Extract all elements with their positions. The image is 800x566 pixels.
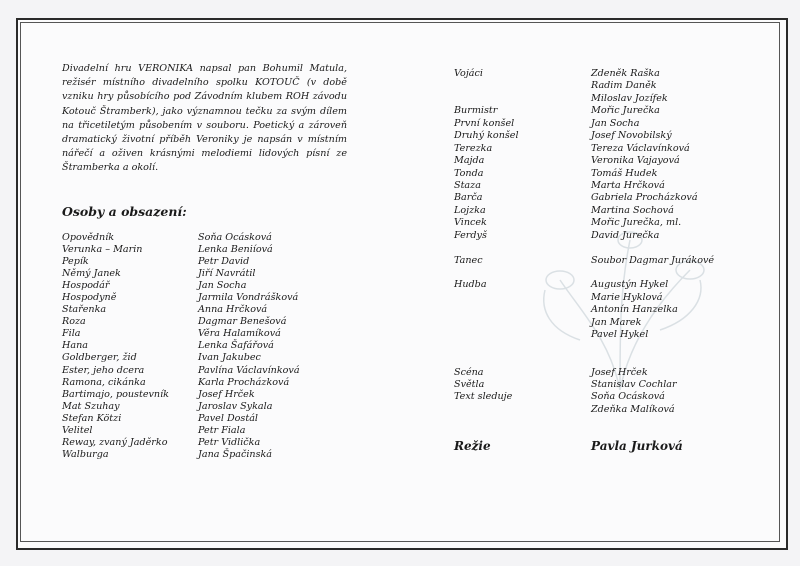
actor: Tomáš Hudek (591, 167, 658, 179)
cast-row (62, 244, 348, 256)
role: Druhý konšel (454, 130, 519, 142)
cast-row (454, 155, 714, 167)
cast-row (454, 217, 714, 229)
role: Velitel (62, 424, 93, 436)
cast-row (454, 93, 714, 105)
director-label: Režie (454, 439, 491, 453)
actor: Pavlína Václavínková (198, 364, 300, 376)
role: Lojzka (454, 204, 486, 216)
actor: Lenka Šafářová (198, 340, 274, 352)
cast-row (454, 279, 714, 291)
role: Burmistr (454, 105, 498, 117)
actor: Marie Hyklová (591, 291, 663, 303)
actor: Jan Marek (591, 316, 642, 328)
cast-row (454, 391, 714, 403)
actor: Stanislav Cochlar (591, 378, 677, 390)
role: Walburga (62, 448, 109, 460)
actor: Jana Špačinská (198, 448, 273, 460)
role: Hospodář (62, 280, 110, 292)
role: Pepík (62, 256, 89, 268)
role: Ramona, cikánka (62, 376, 146, 388)
cast-row (62, 413, 348, 425)
role: Roza (62, 316, 86, 328)
cast-row (62, 232, 348, 244)
role: Hana (62, 340, 88, 352)
actor: Josef Hrček (198, 388, 255, 400)
actor: Soňa Ocásková (591, 391, 665, 403)
actor: Petr David (198, 256, 250, 268)
role: Barča (454, 192, 483, 204)
cast-row (62, 389, 348, 401)
cast-row (454, 118, 714, 130)
cast-row (454, 379, 714, 391)
role (454, 404, 591, 416)
cast-row (454, 367, 714, 379)
role: Opovědník (62, 232, 115, 243)
cast-row (454, 168, 714, 180)
role: Tonda (454, 167, 484, 179)
role: Text sleduje (454, 391, 513, 403)
cast-row (62, 256, 348, 268)
role: Hospodyně (62, 292, 117, 304)
cast-heading: Osoby a obsazení: (62, 204, 187, 219)
cast-row (62, 449, 348, 461)
actor: Pavel Hykel (591, 329, 649, 341)
role: Mat Szuhay (62, 400, 120, 412)
cast-row (62, 365, 348, 377)
actor: Jan Socha (591, 117, 640, 129)
cast-row (62, 304, 348, 316)
role: Majda (454, 155, 485, 167)
role: Hudba (454, 279, 487, 291)
cast-row (454, 230, 714, 242)
actor: Jan Socha (198, 280, 247, 292)
actor: Soňa Ocásková (198, 232, 272, 243)
cast-list (62, 232, 348, 461)
cast-row (62, 268, 348, 280)
role: Stařenka (62, 304, 107, 316)
actor: Petr Fiala (198, 424, 246, 436)
cast-row (454, 329, 714, 341)
actor: Soubor Dagmar Jurákové (591, 254, 715, 266)
director-name: Pavla Jurková (591, 439, 683, 453)
actor: Anna Hrčková (198, 304, 268, 316)
role: Fila (62, 328, 81, 340)
actor: Lenka Beniíová (198, 244, 273, 256)
actor: Tereza Václavínková (591, 142, 690, 154)
role: Stefan Kötzi (62, 412, 122, 424)
actor: Augustýn Hykel (591, 279, 669, 291)
director-credit (454, 439, 683, 453)
actor: Veronika Vajayová (591, 155, 680, 167)
cast-row (62, 425, 348, 437)
actor: Jiří Navrátil (198, 268, 256, 280)
role: Vojáci (454, 68, 483, 79)
cast-row (62, 352, 348, 364)
role: Němý Janek (62, 268, 121, 280)
cast-row (454, 304, 714, 316)
actor: Jarmila Vondrášková (198, 292, 299, 304)
actor: Věra Halamíková (198, 328, 281, 340)
role: Reway, zvaný Jaděrko (62, 436, 168, 448)
role: Ester, jeho dcera (62, 364, 145, 376)
cast-row (62, 280, 348, 292)
cast-row (454, 205, 714, 217)
cast-list-right (454, 68, 714, 416)
cast-row (454, 317, 714, 329)
actor: Zdeněk Raška (591, 68, 660, 79)
actor: Josef Novobilský (591, 130, 672, 142)
actor: Antonín Hanzelka (591, 304, 678, 316)
role: Scéna (454, 366, 484, 378)
role: Staza (454, 179, 481, 191)
role: Verunka – Marin (62, 244, 143, 256)
actor: Martina Sochová (591, 204, 674, 216)
cast-row (62, 377, 348, 389)
actor: David Jurečka (591, 229, 660, 241)
cast-row (454, 180, 714, 192)
cast-row (454, 292, 714, 304)
actor: Radim Daněk (591, 80, 657, 92)
cast-row (454, 105, 714, 117)
actor: Gabriela Procházková (591, 192, 698, 204)
cast-row (62, 401, 348, 413)
role: Ferdyš (454, 229, 487, 241)
actor: Josef Hrček (591, 366, 648, 378)
intro-paragraph: Divadelní hru VERONIKA napsal pan Bohumil Matula, režisér místního divadelního spolku KOTOUČ (v době vzniku hry působícího pod Závodním klubem ROH závodu Kotouč Štramberk), jako významnou tečku za svým dílem na třicetiletým působením v souboru. Poetický a zároveň dramatický životní příběh Veroniky je napsán v místním nářečí a oživen krásnými melodiemi lidových písní ze Štramberka a okolí. (62, 63, 347, 174)
actor: Pavel Dostál (198, 412, 258, 424)
actor: Petr Vidlička (198, 436, 261, 448)
role: Goldberger, žid (62, 352, 137, 364)
actor: Ivan Jakubec (198, 352, 261, 364)
actor: Zdeňka Malíková (591, 403, 675, 415)
cast-row (62, 340, 348, 352)
actor: Jaroslav Sykala (198, 400, 273, 412)
cast-row (454, 143, 714, 155)
actor: Karla Procházková (198, 376, 290, 388)
cast-row (454, 68, 714, 80)
cast-row (62, 292, 348, 304)
role: Vincek (454, 217, 487, 229)
cast-row (454, 130, 714, 142)
role: První konšel (454, 117, 515, 129)
actor: Marta Hrčková (591, 179, 665, 191)
actor: Dagmar Benešová (198, 316, 287, 328)
role: Tanec (454, 254, 483, 266)
actor: Mořic Jurečka, ml. (591, 217, 682, 229)
cast-row (62, 328, 348, 340)
actor: Miloslav Jozífek (591, 92, 668, 104)
cast-row (454, 192, 714, 204)
cast-row (62, 316, 348, 328)
cast-row (454, 80, 714, 92)
role: Světla (454, 378, 485, 390)
cast-row (62, 437, 348, 449)
role: Bartimajo, poustevník (62, 388, 169, 400)
actor: Mořic Jurečka (591, 105, 660, 117)
cast-row (454, 255, 714, 267)
cast-row (454, 404, 714, 416)
role: Terezka (454, 142, 493, 154)
